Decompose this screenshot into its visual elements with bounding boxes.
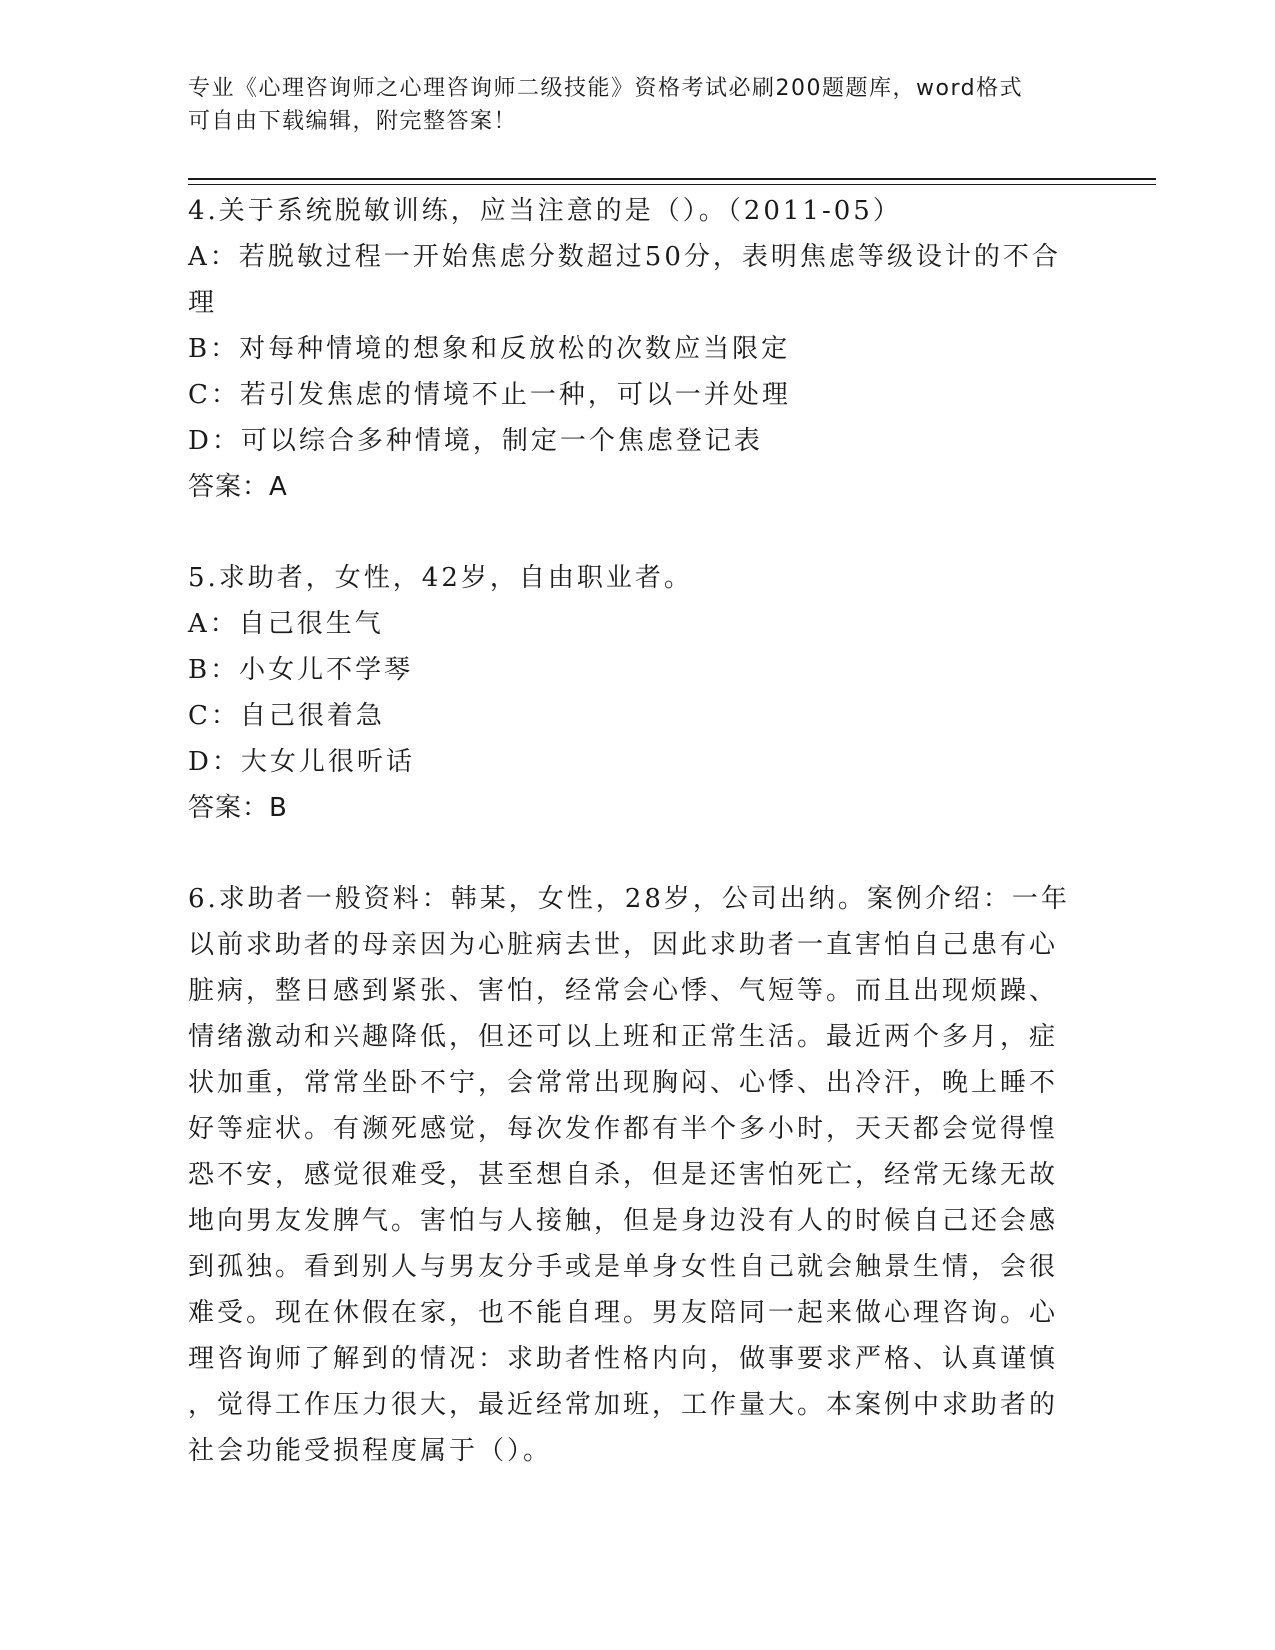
- option-d: D：可以综合多种情境，制定一个焦虑登记表: [188, 426, 763, 456]
- question-stem-line: 情绪激动和兴趣降低，但还可以上班和正常生活。最近两个多月，症: [188, 1022, 1059, 1052]
- question-stem-line: 好等症状。有濒死感觉，每次发作都有半个多小时，天天都会觉得惶: [188, 1114, 1059, 1144]
- question-gap: [188, 831, 1068, 876]
- question-5: [188, 555, 1068, 831]
- option-b: B：对每种情境的想象和反放松的次数应当限定: [188, 334, 791, 364]
- header-line-1: 专业《心理咨询师之心理咨询师二级技能》资格考试必刷200题题库，word格式: [188, 76, 1024, 101]
- answer-label: 答案：B: [188, 793, 288, 823]
- question-4: [188, 188, 1068, 510]
- header-divider-thick: [188, 178, 1156, 180]
- question-stem-line: 6.求助者一般资料：韩某，女性，28岁，公司出纳。案例介绍：一年: [188, 884, 1070, 914]
- question-stem-line: 社会功能受损程度属于（）。: [188, 1436, 553, 1466]
- option-a: A：若脱敏过程一开始焦虑分数超过50分，表明焦虑等级设计的不合: [188, 242, 1061, 272]
- option-a-continued: 理: [188, 288, 218, 318]
- option-c: C：若引发焦虑的情境不止一种，可以一并处理: [188, 380, 791, 410]
- header-line-2: 可自由下载编辑，附完整答案！: [188, 109, 518, 134]
- question-stem-line: 脏病，整日感到紧张、害怕，经常会心悸、气短等。而且出现烦躁、: [188, 976, 1059, 1006]
- question-stem-line: ，觉得工作压力很大，最近经常加班，工作量大。本案例中求助者的: [188, 1390, 1059, 1420]
- question-stem: 5.求助者，女性，42岁，自由职业者。: [188, 563, 693, 593]
- question-stem-line: 恐不安，感觉很难受，甚至想自杀，但是还害怕死亡，经常无缘无故: [188, 1160, 1059, 1190]
- header-divider-thin: [188, 184, 1156, 185]
- question-stem-line: 状加重，常常坐卧不宁，会常常出现胸闷、心悸、出冷汗，晚上睡不: [188, 1068, 1059, 1098]
- option-c: C：自己很着急: [188, 701, 385, 731]
- question-stem-line: 以前求助者的母亲因为心脏病去世，因此求助者一直害怕自己患有心: [188, 930, 1059, 960]
- option-d: D：大女儿很听话: [188, 747, 415, 777]
- question-list: [188, 188, 1068, 1474]
- question-stem-line: 理咨询师了解到的情况：求助者性格内向，做事要求严格、认真谨慎: [188, 1344, 1059, 1374]
- question-stem: 4.关于系统脱敏训练，应当注意的是（）。（2011-05）: [188, 196, 902, 226]
- option-b: B：小女儿不学琴: [188, 655, 414, 685]
- document-header: [188, 72, 1078, 138]
- question-stem-line: 难受。现在休假在家，也不能自理。男友陪同一起来做心理咨询。心: [188, 1298, 1059, 1328]
- question-stem-line: 地向男友发脾气。害怕与人接触，但是身边没有人的时候自己还会感: [188, 1206, 1059, 1236]
- question-6: [188, 876, 1068, 1474]
- answer-label: 答案：A: [188, 472, 288, 502]
- option-a: A：自己很生气: [188, 609, 384, 639]
- question-stem-line: 到孤独。看到别人与男友分手或是单身女性自己就会触景生情，会很: [188, 1252, 1059, 1282]
- question-gap: [188, 510, 1068, 555]
